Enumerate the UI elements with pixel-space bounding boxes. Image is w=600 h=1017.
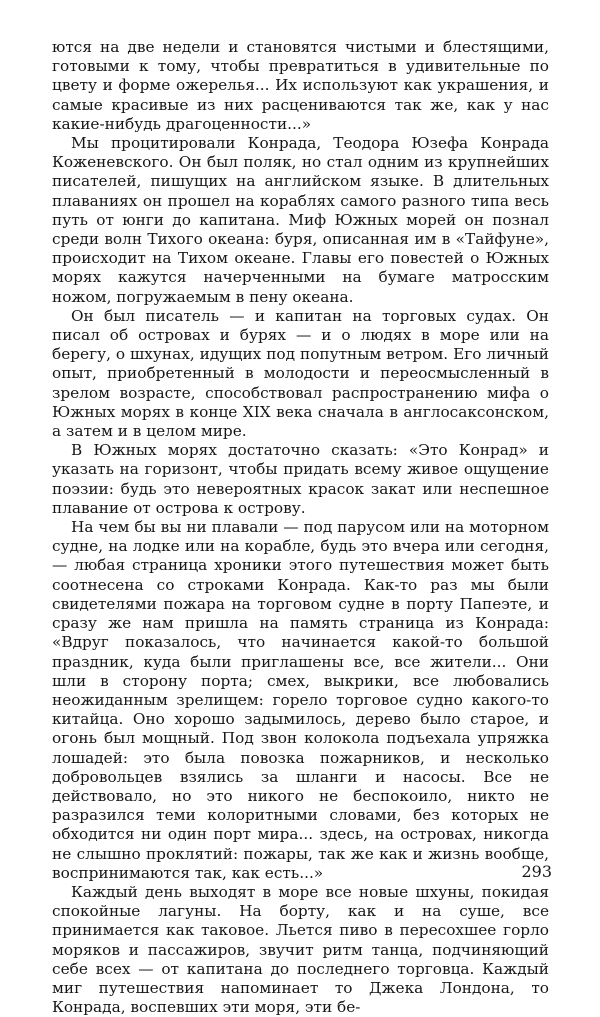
paragraph-5: На чем бы вы ни плавали — под парусом или на моторном судне, на лодке или на корабле, будь это вчера или сегодня, — любая страница хроники этого путешествия может быть соотнесена со строками Конрада. Как-то раз мы были свидетелями пожара на торговом судне в порту Папеэте, и сразу же нам пришла на память страница из Конрада: «Вдруг показалось, что начинается какой-то большой праздник, куда были приглашены все, все жители... Они шли в сторону порта; смех, выкрики, все любовались неожиданным зрелищем: горело торговое судно какого-то китайца. Оно хорошо задымилось, дерево было старое, и огонь был мощный. Под звон колокола подъехала упряжка лошадей: это была повозка пожарников, и несколько добровольцев взялись за шланги и насосы. Все не действовало, но это никого не беспокоило, никто не разразился теми колоритными словами, без которых не обходится ни один порт мира... здесь, на островах, никогда не слышно проклятий: пожары, так же как и жизнь вообще, воспринимаются так, как есть...»	[52, 518, 549, 882]
paragraph-6: Каждый день выходят в море все новые шхуны, покидая спокойные лагуны. На борту, как и на суше, все принимается как таковое. Льется пиво в пересохшее горло моряков и пассажиров, звучит ритм танца, подчиняющий себе всех — от капитана до последнего торговца. Каждый миг путешествия напоминает то Джека Лондона, то Конрада, воспевших эти моря, эти бе-	[52, 882, 549, 1017]
paragraph-4: В Южных морях достаточно сказать: «Это Конрад» и указать на горизонт, чтобы придать всему живое ощущение поэзии: будь это невероятных красок закат или неспешное плавание от острова к острову.	[52, 441, 549, 517]
paragraph-1: ются на две недели и становятся чистыми и блестящими, готовыми к тому, чтобы превратиться в удивительные по цвету и форме ожерелья... Их используют как украшения, и самые красивые из них расцениваются так же, как у нас какие-нибудь драгоценности...»	[52, 38, 549, 133]
page-number: 293	[521, 862, 552, 881]
body-text	[52, 38, 549, 1017]
paragraph-2: Мы процитировали Конрада, Теодора Юзефа Конрада Коженевского. Он был поляк, но стал одним из крупнейших писателей, пишущих на английском языке. В длительных плаваниях он прошел на кораблях самого разного типа весь путь от юнги до капитана. Миф Южных морей он познал среди волн Тихого океана: буря, описанная им в «Тайфуне», происходит на Тихом океане. Главы его повестей о Южных морях кажутся начерченными на бумаге матросским ножом, погружаемым в пену океана.	[52, 134, 549, 306]
paragraph-3: Он был писатель — и капитан на торговых судах. Он писал об островах и бурях — и о людях в море или на берегу, о шхунах, идущих под попутным ветром. Его личный опыт, приобретенный в молодости и переосмысленный в зрелом возрасте, способствовал распространению мифа о Южных морях в конце XIX века сначала в англосаксонском, а затем и в целом мире.	[52, 306, 549, 441]
